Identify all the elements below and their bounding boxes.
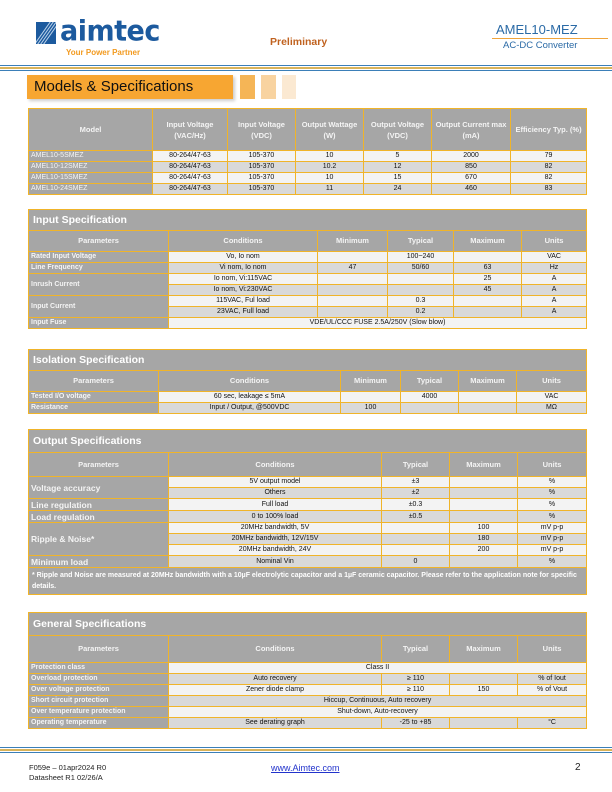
cell: 0 to 100% load bbox=[169, 511, 382, 523]
preliminary-label: Preliminary bbox=[270, 36, 328, 48]
cell: 100~240 bbox=[388, 252, 454, 263]
cell: VAC bbox=[517, 392, 587, 403]
cell: 20MHz bandwidth, 12V/15V bbox=[169, 534, 382, 545]
table-row bbox=[29, 523, 587, 534]
product-name: AMEL10-MEZ bbox=[496, 22, 578, 37]
table-row bbox=[29, 318, 587, 329]
col-header: Conditions bbox=[159, 371, 341, 392]
table-row bbox=[29, 499, 587, 511]
cell: VDE/UL/CCC FUSE 2.5A/250V (Slow blow) bbox=[169, 318, 587, 329]
website-link[interactable]: www.Aimtec.com bbox=[271, 763, 340, 773]
col-header: Units bbox=[518, 453, 587, 477]
model-cell: AMEL10-15SMEZ bbox=[29, 173, 153, 184]
cell: A bbox=[522, 274, 587, 285]
cell: Nominal Vin bbox=[169, 556, 382, 568]
cell: 15 bbox=[364, 173, 432, 184]
cell: ±3 bbox=[382, 477, 450, 488]
cell: mV p-p bbox=[518, 545, 587, 556]
cell: Shut-down, Auto-recovery bbox=[169, 707, 587, 718]
cell: °C bbox=[518, 718, 587, 729]
decorative-block bbox=[261, 75, 276, 99]
decorative-block bbox=[240, 75, 255, 99]
col-header: Input Voltage (VDC) bbox=[228, 109, 296, 151]
cell: 80-264/47-63 bbox=[153, 151, 228, 162]
cell: mV p-p bbox=[518, 534, 587, 545]
cell: 10.2 bbox=[296, 162, 364, 173]
cell bbox=[454, 296, 522, 307]
cell: Zener diode clamp bbox=[169, 685, 382, 696]
cell: A bbox=[522, 285, 587, 296]
cell: A bbox=[522, 307, 587, 318]
col-header: Units bbox=[518, 636, 587, 663]
cell: 82 bbox=[511, 162, 587, 173]
cell: 80-264/47-63 bbox=[153, 162, 228, 173]
cell bbox=[318, 252, 388, 263]
divider bbox=[0, 70, 612, 71]
general-spec-table bbox=[28, 612, 587, 729]
cell: 0 bbox=[382, 556, 450, 568]
isolation-spec-table bbox=[28, 349, 587, 414]
cell bbox=[318, 296, 388, 307]
col-header: Minimum bbox=[318, 231, 388, 252]
table-title: Isolation Specification bbox=[29, 350, 587, 371]
form-code: F059e – 01apr2024 R0 bbox=[29, 763, 107, 772]
param-label: Load regulation bbox=[29, 511, 169, 523]
table-title: Input Specification bbox=[29, 210, 587, 231]
cell: 82 bbox=[511, 173, 587, 184]
col-header: Parameters bbox=[29, 453, 169, 477]
page-number: 2 bbox=[575, 762, 581, 773]
param-label: Over voltage protection bbox=[29, 685, 169, 696]
cell: 850 bbox=[432, 162, 511, 173]
cell: 105-370 bbox=[228, 151, 296, 162]
cell: % bbox=[518, 511, 587, 523]
table-row bbox=[29, 718, 587, 729]
col-header: Typical bbox=[382, 636, 450, 663]
cell: 105-370 bbox=[228, 162, 296, 173]
table-row bbox=[29, 274, 587, 285]
table-row bbox=[29, 263, 587, 274]
param-label: Over temperature protection bbox=[29, 707, 169, 718]
cell: 200 bbox=[450, 545, 518, 556]
cell bbox=[388, 274, 454, 285]
col-header: Model bbox=[29, 109, 153, 151]
col-header: Typical bbox=[388, 231, 454, 252]
cell: 23VAC, Full load bbox=[169, 307, 318, 318]
cell: 80-264/47-63 bbox=[153, 173, 228, 184]
cell bbox=[450, 718, 518, 729]
cell bbox=[459, 403, 517, 414]
cell: % of Vout bbox=[518, 685, 587, 696]
table-row bbox=[29, 663, 587, 674]
cell: ≥ 110 bbox=[382, 685, 450, 696]
divider bbox=[492, 38, 608, 39]
col-header: Units bbox=[522, 231, 587, 252]
param-label: Tested I/O voltage bbox=[29, 392, 159, 403]
cell: Io nom, Vi:230VAC bbox=[169, 285, 318, 296]
col-header: Maximum bbox=[450, 453, 518, 477]
col-header: Conditions bbox=[169, 636, 382, 663]
table-row bbox=[29, 707, 587, 718]
table-row bbox=[29, 162, 587, 173]
param-label: Overload protection bbox=[29, 674, 169, 685]
table-title: General Specifications bbox=[29, 613, 587, 636]
cell bbox=[318, 285, 388, 296]
cell bbox=[450, 556, 518, 568]
cell: 5 bbox=[364, 151, 432, 162]
table-row bbox=[29, 685, 587, 696]
cell: 24 bbox=[364, 184, 432, 195]
table-title: Output Specifications bbox=[29, 430, 587, 453]
footer-doc-info bbox=[29, 763, 106, 783]
col-header: Input Voltage (VAC/Hz) bbox=[153, 109, 228, 151]
col-header: Typical bbox=[382, 453, 450, 477]
cell: 60 sec, leakage ≤ 5mA bbox=[159, 392, 341, 403]
cell: 105-370 bbox=[228, 173, 296, 184]
cell: 0.2 bbox=[388, 307, 454, 318]
col-header: Output Current max (mA) bbox=[432, 109, 511, 151]
cell bbox=[454, 307, 522, 318]
section-title bbox=[27, 75, 233, 99]
cell: -25 to +85 bbox=[382, 718, 450, 729]
cell: 2000 bbox=[432, 151, 511, 162]
cell: 100 bbox=[450, 523, 518, 534]
cell bbox=[450, 488, 518, 499]
col-header: Output Voltage (VDC) bbox=[364, 109, 432, 151]
table-row bbox=[29, 696, 587, 707]
cell bbox=[450, 511, 518, 523]
cell bbox=[318, 274, 388, 285]
param-label: Operating temperature bbox=[29, 718, 169, 729]
col-header: Maximum bbox=[454, 231, 522, 252]
cell: 115VAC, Ful load bbox=[169, 296, 318, 307]
col-header: Output Wattage (W) bbox=[296, 109, 364, 151]
cell: 20MHz bandwidth, 5V bbox=[169, 523, 382, 534]
divider bbox=[0, 749, 612, 751]
cell: Full load bbox=[169, 499, 382, 511]
param-label: Rated Input Voltage bbox=[29, 252, 169, 263]
cell bbox=[454, 252, 522, 263]
model-cell: AMEL10-12SMEZ bbox=[29, 162, 153, 173]
cell: Auto recovery bbox=[169, 674, 382, 685]
datasheet-revision: Datasheet R1 02/26/A bbox=[29, 773, 103, 782]
cell bbox=[459, 392, 517, 403]
cell: MΩ bbox=[517, 403, 587, 414]
cell: 180 bbox=[450, 534, 518, 545]
cell: VAC bbox=[522, 252, 587, 263]
cell: ±0.5 bbox=[382, 511, 450, 523]
divider bbox=[0, 67, 612, 69]
cell: 11 bbox=[296, 184, 364, 195]
cell: mV p-p bbox=[518, 523, 587, 534]
table-row bbox=[29, 556, 587, 568]
cell: 150 bbox=[450, 685, 518, 696]
cell bbox=[401, 403, 459, 414]
cell: % bbox=[518, 488, 587, 499]
cell: 105-370 bbox=[228, 184, 296, 195]
cell: 12 bbox=[364, 162, 432, 173]
param-label: Input Current bbox=[29, 296, 169, 318]
param-label: Short circuit protection bbox=[29, 696, 169, 707]
output-spec-table bbox=[28, 429, 587, 595]
cell: 63 bbox=[454, 263, 522, 274]
cell: 100 bbox=[341, 403, 401, 414]
cell: 670 bbox=[432, 173, 511, 184]
input-spec-table bbox=[28, 209, 587, 329]
cell: ±0.3 bbox=[382, 499, 450, 511]
decorative-block bbox=[282, 75, 296, 99]
cell: Vo, Io nom bbox=[169, 252, 318, 263]
divider bbox=[0, 752, 612, 753]
cell: A bbox=[522, 296, 587, 307]
section-title-text: Models & Specifications bbox=[34, 78, 194, 95]
param-label: Minimum load bbox=[29, 556, 169, 568]
table-row bbox=[29, 173, 587, 184]
cell bbox=[450, 499, 518, 511]
models-table bbox=[28, 108, 587, 195]
cell bbox=[318, 307, 388, 318]
param-label: Ripple & Noise* bbox=[29, 523, 169, 556]
model-cell: AMEL10-5SMEZ bbox=[29, 151, 153, 162]
product-type: AC-DC Converter bbox=[503, 40, 578, 51]
cell: % bbox=[518, 477, 587, 488]
cell bbox=[450, 674, 518, 685]
cell: Vi nom, Io nom bbox=[169, 263, 318, 274]
table-row bbox=[29, 477, 587, 488]
divider bbox=[0, 65, 612, 66]
col-header: Maximum bbox=[459, 371, 517, 392]
cell: 10 bbox=[296, 173, 364, 184]
model-cell: AMEL10-24SMEZ bbox=[29, 184, 153, 195]
cell: Hiccup, Continuous, Auto recovery bbox=[169, 696, 587, 707]
col-header: Conditions bbox=[169, 231, 318, 252]
cell: 5V output model bbox=[169, 477, 382, 488]
cell: 4000 bbox=[401, 392, 459, 403]
col-header: Parameters bbox=[29, 636, 169, 663]
footnote: * Ripple and Noise are measured at 20MHz bandwidth with a 10µF electrolytic capacitor and a 1µF ceramic capacitor. Please refer to the application note for specific details. bbox=[29, 568, 587, 595]
cell: 460 bbox=[432, 184, 511, 195]
col-header: Typical bbox=[401, 371, 459, 392]
cell: Input / Output, @500VDC bbox=[159, 403, 341, 414]
param-label: Inrush Current bbox=[29, 274, 169, 296]
cell: Hz bbox=[522, 263, 587, 274]
cell: Io nom, Vi:115VAC bbox=[169, 274, 318, 285]
table-row bbox=[29, 252, 587, 263]
param-label: Resistance bbox=[29, 403, 159, 414]
cell: % bbox=[518, 499, 587, 511]
cell: 10 bbox=[296, 151, 364, 162]
divider bbox=[0, 747, 612, 748]
param-label: Voltage accuracy bbox=[29, 477, 169, 499]
cell: 47 bbox=[318, 263, 388, 274]
cell: 79 bbox=[511, 151, 587, 162]
param-label: Line regulation bbox=[29, 499, 169, 511]
cell: % of Iout bbox=[518, 674, 587, 685]
logo-text: aimtec bbox=[60, 15, 160, 48]
cell bbox=[382, 545, 450, 556]
col-header: Units bbox=[517, 371, 587, 392]
cell: Others bbox=[169, 488, 382, 499]
cell bbox=[382, 534, 450, 545]
table-row bbox=[29, 296, 587, 307]
cell: 25 bbox=[454, 274, 522, 285]
table-row bbox=[29, 184, 587, 195]
param-label: Input Fuse bbox=[29, 318, 169, 329]
cell bbox=[388, 285, 454, 296]
cell: Class II bbox=[169, 663, 587, 674]
cell: 80-264/47-63 bbox=[153, 184, 228, 195]
table-row bbox=[29, 392, 587, 403]
table-row bbox=[29, 151, 587, 162]
cell: % bbox=[518, 556, 587, 568]
cell: ≥ 110 bbox=[382, 674, 450, 685]
cell: 20MHz bandwidth, 24V bbox=[169, 545, 382, 556]
col-header: Efficiency Typ. (%) bbox=[511, 109, 587, 151]
param-label: Protection class bbox=[29, 663, 169, 674]
cell: 0.3 bbox=[388, 296, 454, 307]
col-header: Conditions bbox=[169, 453, 382, 477]
cell: 50/60 bbox=[388, 263, 454, 274]
cell: ±2 bbox=[382, 488, 450, 499]
logo-tagline: Your Power Partner bbox=[66, 48, 141, 57]
cell: See derating graph bbox=[169, 718, 382, 729]
cell bbox=[341, 392, 401, 403]
table-row bbox=[29, 674, 587, 685]
col-header: Maximum bbox=[450, 636, 518, 663]
param-label: Line Frequency bbox=[29, 263, 169, 274]
col-header: Minimum bbox=[341, 371, 401, 392]
table-row bbox=[29, 511, 587, 523]
table-row bbox=[29, 403, 587, 414]
col-header: Parameters bbox=[29, 231, 169, 252]
cell bbox=[382, 523, 450, 534]
logo-icon bbox=[36, 22, 56, 44]
cell bbox=[450, 477, 518, 488]
cell: 45 bbox=[454, 285, 522, 296]
cell: 83 bbox=[511, 184, 587, 195]
col-header: Parameters bbox=[29, 371, 159, 392]
